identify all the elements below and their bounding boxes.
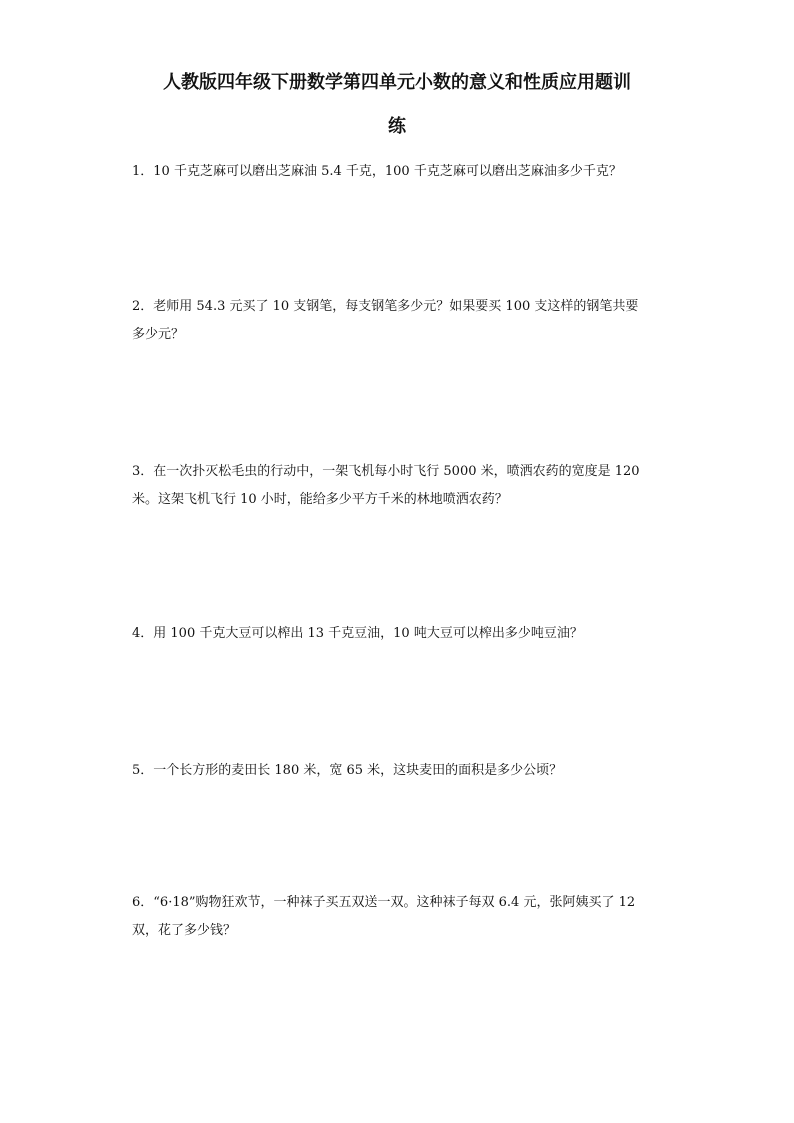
page-title-line-2: 练: [388, 116, 406, 137]
page-title-line-1: 人教版四年级下册数学第四单元小数的意义和性质应用题训: [163, 72, 631, 93]
question-3: [132, 458, 667, 514]
question-1-line-1: 1．10 千克芝麻可以磨出芝麻油 5.4 千克，100 千克芝麻可以磨出芝麻油多少千克？: [132, 164, 622, 179]
question-4: [132, 620, 667, 648]
question-6-line-2: 双，花了多少钱？: [132, 923, 237, 938]
question-6: [132, 889, 667, 945]
question-3-line-2: 米。这架飞机飞行 10 小时，能给多少平方千米的林地喷洒农药？: [132, 492, 508, 507]
question-2-line-1: 2．老师用 54.3 元买了 10 支钢笔，每支钢笔多少元？如果要买 100 支这样的钢笔共要: [132, 299, 639, 314]
question-3-line-1: 3．在一次扑灭松毛虫的行动中，一架飞机每小时飞行 5000 米，喷洒农药的宽度是 120: [132, 464, 640, 479]
question-4-line-1: 4．用 100 千克大豆可以榨出 13 千克豆油，10 吨大豆可以榨出多少吨豆油？: [132, 626, 583, 641]
question-6-line-1: 6．“6·18”购物狂欢节，一种袜子买五双送一双。这种袜子每双 6.4 元，张阿姨买了 12: [132, 895, 636, 910]
question-5: [132, 757, 667, 785]
question-5-line-1: 5．一个长方形的麦田长 180 米，宽 65 米，这块麦田的面积是多少公顷？: [132, 763, 563, 778]
question-2: [132, 293, 667, 349]
question-2-line-2: 多少元？: [132, 327, 185, 342]
question-1: [132, 158, 667, 186]
